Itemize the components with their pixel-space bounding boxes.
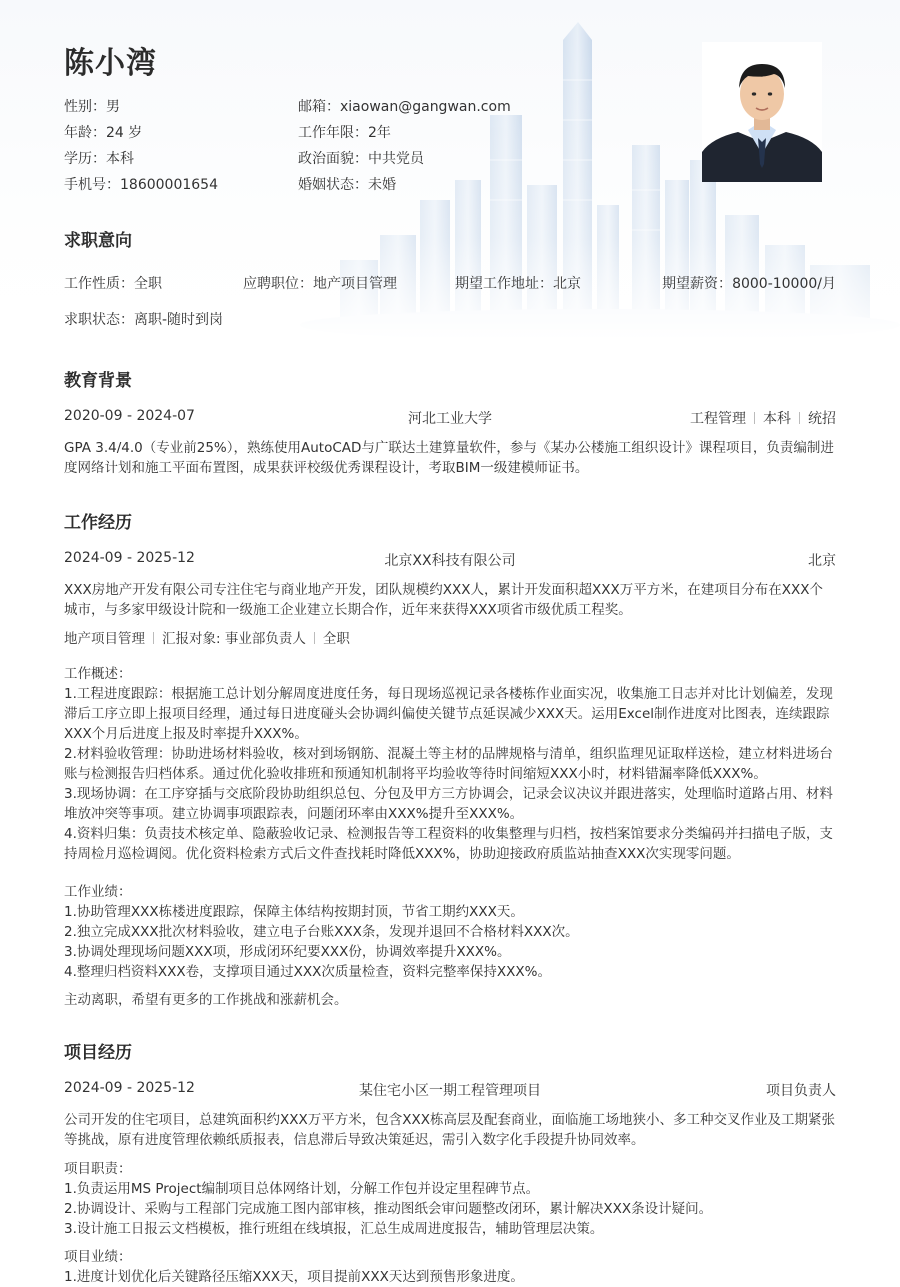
- info-work-years: [298, 122, 391, 142]
- project-role: 项目负责人: [766, 1083, 836, 1099]
- section-title-project: 项目经历: [64, 1043, 132, 1063]
- info-label: 工作性质：: [64, 276, 134, 292]
- project-name: 某住宅小区一期工程管理项目: [359, 1083, 541, 1099]
- list-item: 4.资料归集：负责技术核定单、隐蔽验收记录、检测报告等工程资料的收集整理与归档，按档案馆要求分类编码并扫描电子版，支持周检月巡检调阅。优化资料检索方式后文件查找耗时降低XXX%，协助迎接政府质监站抽查XXX次实现零问题。: [64, 826, 833, 862]
- section-title-education: 教育背景: [64, 371, 132, 391]
- list-item: 2.材料验收管理：协助进场材料验收，核对到场钢筋、混凝土等主材的品牌规格与清单，组织监理见证取样送检，建立材料进场台账与检测报告归档体系。通过优化验收排班和预通知机制将平均验收等待时间缩短XXX小时，材料错漏率降低XXX%。: [64, 746, 833, 782]
- list-item: 1.负责运用MS Project编制项目总体网络计划，分解工作包并设定里程碑节点。: [64, 1181, 540, 1197]
- work-header-row: [64, 550, 836, 570]
- work-date: 2024-09 - 2025-12: [64, 550, 195, 566]
- info-value: 2年: [368, 125, 391, 141]
- divider: [153, 632, 154, 644]
- education-date: 2020-09 - 2024-07: [64, 408, 195, 424]
- work-tags: [64, 629, 836, 649]
- list-item: 3.设计施工日报云文档模板，推行班组在线填报，汇总生成周进度报告，辅助管理层决策。: [64, 1221, 604, 1237]
- education-header-row: [64, 408, 836, 428]
- candidate-name: 陈小湾: [64, 46, 157, 81]
- work-overview: [64, 664, 836, 864]
- info-label: 政治面貌：: [298, 151, 368, 167]
- tag-degree: 本科: [763, 411, 791, 427]
- info-value: 未婚: [368, 177, 396, 193]
- tag-major: 工程管理: [690, 411, 746, 427]
- work-city: 北京: [808, 553, 836, 569]
- info-value: 18600001654: [120, 177, 218, 193]
- info-label: 邮箱：: [298, 99, 340, 115]
- work-achievements: [64, 882, 836, 982]
- info-label: 期望薪资：: [662, 276, 733, 292]
- project-intro: 公司开发的住宅项目，总建筑面积约XXX万平方米，包含XXX栋高层及配套商业，面临施工场地狭小、多工种交叉作业及工期紧张等挑战，原有进度管理依赖纸质报表，信息滞后导致决策延迟，需引入数字化手段提升协同效率。: [64, 1112, 835, 1148]
- info-gender: [64, 96, 120, 116]
- divider: [314, 632, 315, 644]
- info-label: 性别：: [64, 99, 106, 115]
- info-label: 年龄：: [64, 125, 106, 141]
- divider: [754, 412, 755, 424]
- info-value: 男: [106, 99, 120, 115]
- project-duties-title: 项目职责：: [64, 1161, 132, 1177]
- tag-role: 地产项目管理: [64, 631, 145, 647]
- info-value: 全职: [134, 276, 162, 292]
- intent-status: [64, 309, 223, 329]
- info-age: [64, 122, 142, 142]
- section-title-intent: 求职意向: [64, 231, 132, 251]
- info-label: 学历：: [64, 151, 106, 167]
- intent-salary: [662, 273, 836, 293]
- work-company-intro: XXX房地产开发有限公司专注住宅与商业地产开发，团队规模约XXX人，累计开发面积超XXX万平方米，在建项目分布在XXX个城市，与多家甲级设计院和一级施工企业建立长期合作，近年来获得XXX项省市级优质工程奖。: [64, 582, 823, 618]
- info-value: 8000-10000/月: [732, 276, 836, 292]
- work-company: 北京XX科技有限公司: [384, 553, 516, 569]
- info-value: 24 岁: [106, 125, 143, 141]
- list-item: 3.现场协调：在工序穿插与交底阶段协助组织总包、分包及甲方三方协调会，记录会议决议并跟进落实，处理临时道路占用、材料堆放冲突等事项。建立协调事项跟踪表，问题闭环率由XXX%提升至XXX%。: [64, 786, 833, 822]
- project-results: [64, 1247, 836, 1287]
- list-item: 2.独立完成XXX批次材料验收，建立电子台账XXX条，发现并退回不合格材料XXX次。: [64, 924, 579, 940]
- list-item: 1.进度计划优化后关键路径压缩XXX天，项目提前XXX天达到预售形象进度。: [64, 1269, 524, 1285]
- info-value: xiaowan@gangwan.com: [340, 99, 511, 115]
- section-title-work: 工作经历: [64, 513, 132, 533]
- info-marital: [298, 174, 396, 194]
- intent-location: [455, 273, 581, 293]
- list-item: 1.工程进度跟踪：根据施工总计划分解周度进度任务，每日现场巡视记录各楼栋作业面实况，收集施工日志并对比计划偏差，发现滞后工序立即上报项目经理，通过每日进度碰头会协调纠偏使关键节点延误减少XXX天。运用Excel制作进度对比图表，连续跟踪XXX个月后进度上报及时率提升XXX%。: [64, 686, 833, 742]
- project-results-title: 项目业绩：: [64, 1249, 132, 1265]
- education-tags: [690, 408, 836, 428]
- education-school: 河北工业大学: [408, 411, 492, 427]
- avatar: [702, 42, 822, 182]
- project-date: 2024-09 - 2025-12: [64, 1080, 195, 1096]
- tag-enrollment: 统招: [808, 411, 836, 427]
- work-achievements-title: 工作业绩：: [64, 884, 132, 900]
- intent-position: [243, 273, 397, 293]
- intent-job-type: [64, 273, 162, 293]
- list-item: 1.协助管理XXX栋楼进度跟踪，保障主体结构按期封顶，节省工期约XXX天。: [64, 904, 524, 920]
- info-value: 北京: [553, 276, 581, 292]
- education-description: GPA 3.4/4.0（专业前25%），熟练使用AutoCAD与广联达土建算量软件，参与《某办公楼施工组织设计》课程项目，负责编制进度网络计划和施工平面布置图，成果获评校级优秀课程设计，考取BIM一级建模师证书。: [64, 440, 834, 476]
- info-political: [298, 148, 424, 168]
- info-label: 求职状态：: [64, 312, 134, 328]
- profile-photo-illustration: [702, 42, 822, 182]
- info-label: 手机号：: [64, 177, 120, 193]
- tag-report-to: 汇报对象: 事业部负责人: [162, 631, 306, 647]
- info-email: [298, 96, 511, 116]
- list-item: 4.整理归档资料XXX卷，支撑项目通过XXX次质量检查，资料完整率保持XXX%。: [64, 964, 551, 980]
- info-label: 工作年限：: [298, 125, 368, 141]
- info-value: 地产项目管理: [313, 276, 397, 292]
- list-item: 3.协调处理现场问题XXX项，形成闭环纪要XXX份，协调效率提升XXX%。: [64, 944, 511, 960]
- divider: [799, 412, 800, 424]
- project-duties: [64, 1159, 836, 1239]
- info-value: 本科: [106, 151, 134, 167]
- list-item: 2.协调设计、采购与工程部门完成施工图内部审核，推动图纸会审问题整改闭环，累计解决XXX条设计疑问。: [64, 1201, 713, 1217]
- tag-employment-type: 全职: [322, 631, 350, 647]
- work-leave-reason: 主动离职，希望有更多的工作挑战和涨薪机会。: [64, 992, 348, 1008]
- info-phone: [64, 174, 218, 194]
- project-header-row: [64, 1080, 836, 1100]
- info-label: 婚姻状态：: [298, 177, 368, 193]
- info-value: 中共党员: [368, 151, 424, 167]
- info-value: 离职-随时到岗: [134, 312, 224, 328]
- info-label: 应聘职位：: [243, 276, 313, 292]
- info-education: [64, 148, 134, 168]
- work-overview-title: 工作概述：: [64, 666, 132, 682]
- info-label: 期望工作地址：: [455, 276, 553, 292]
